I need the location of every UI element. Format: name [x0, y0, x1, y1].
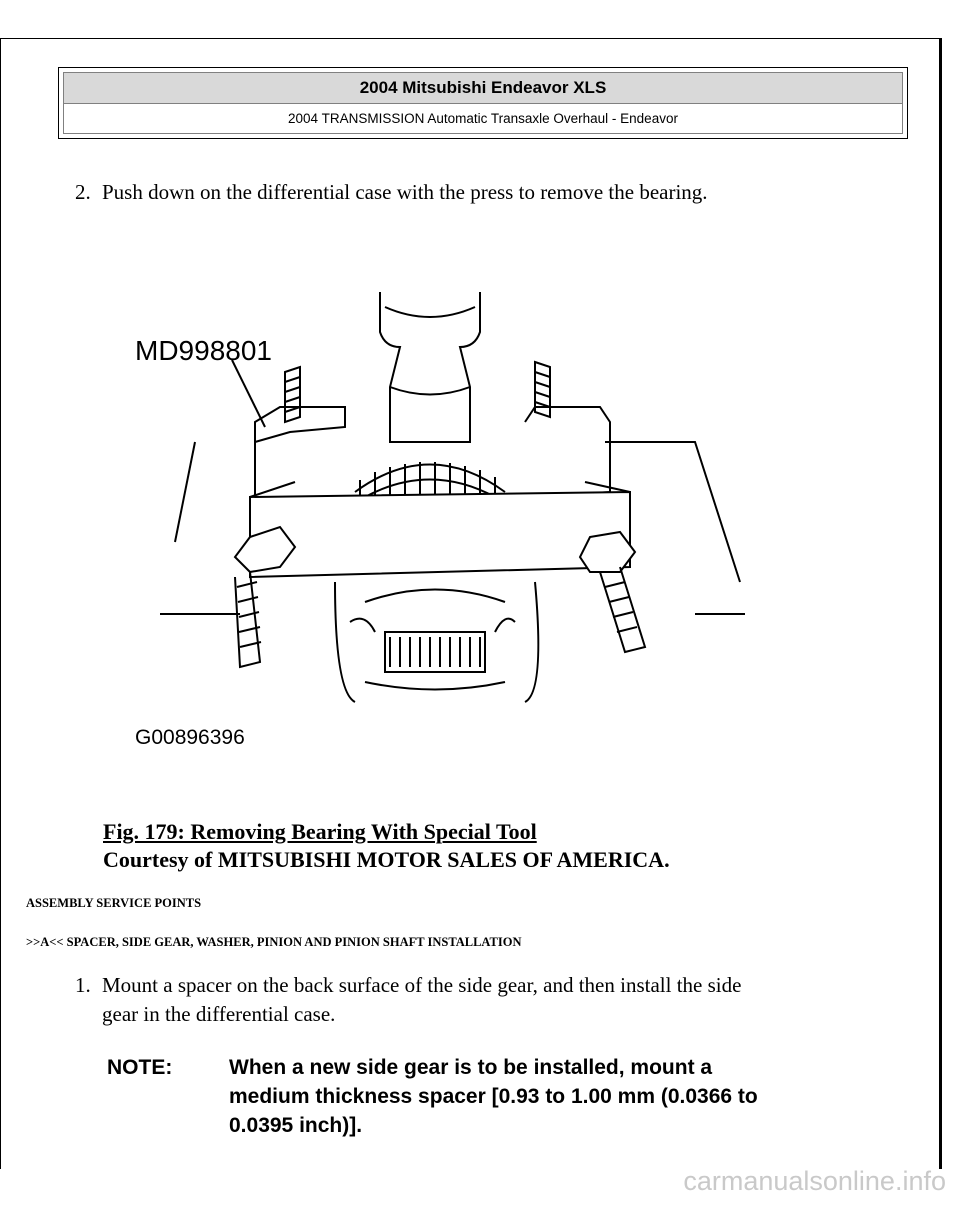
note-line: 0.0395 inch)]. — [229, 1114, 363, 1137]
note-line: When a new side gear is to be installed, mount a — [229, 1056, 713, 1079]
caption-title: Fig. 179: Removing Bearing With Special Tool — [103, 819, 537, 844]
tool-code-label: MD998801 — [135, 335, 272, 366]
section-heading: ASSEMBLY SERVICE POINTS — [26, 896, 202, 910]
section-title: 2004 TRANSMISSION Automatic Transaxle Overhaul - Endeavor — [288, 111, 678, 126]
figure-removing-bearing — [135, 292, 775, 752]
note-label: NOTE: — [107, 1056, 173, 1079]
assembly-step — [75, 971, 855, 1031]
step-number: 2. — [75, 180, 91, 204]
step-text-line1: Mount a spacer on the back surface of the side gear, and then install the side — [102, 973, 742, 997]
figure-caption — [103, 818, 670, 874]
site-watermark: carmanualsonline.info — [683, 1166, 946, 1196]
note-line: medium thickness spacer [0.93 to 1.00 mm (0.0366 to — [229, 1085, 758, 1108]
subsection-heading: >>A<< SPACER, SIDE GEAR, WASHER, PINION AND PINION SHAFT INSTALLATION — [26, 935, 522, 949]
bearing-press-illustration — [135, 292, 775, 752]
step-text-line2: gear in the differential case. — [102, 1002, 336, 1026]
document-header — [58, 67, 908, 139]
step-number: 1. — [75, 973, 91, 997]
caption-credit: Courtesy of MITSUBISHI MOTOR SALES OF AMERICA. — [103, 847, 670, 872]
step-text: Push down on the differential case with the press to remove the bearing. — [102, 180, 708, 204]
vehicle-title: 2004 Mitsubishi Endeavor XLS — [64, 73, 902, 104]
figure-code-label: G00896396 — [135, 726, 245, 749]
